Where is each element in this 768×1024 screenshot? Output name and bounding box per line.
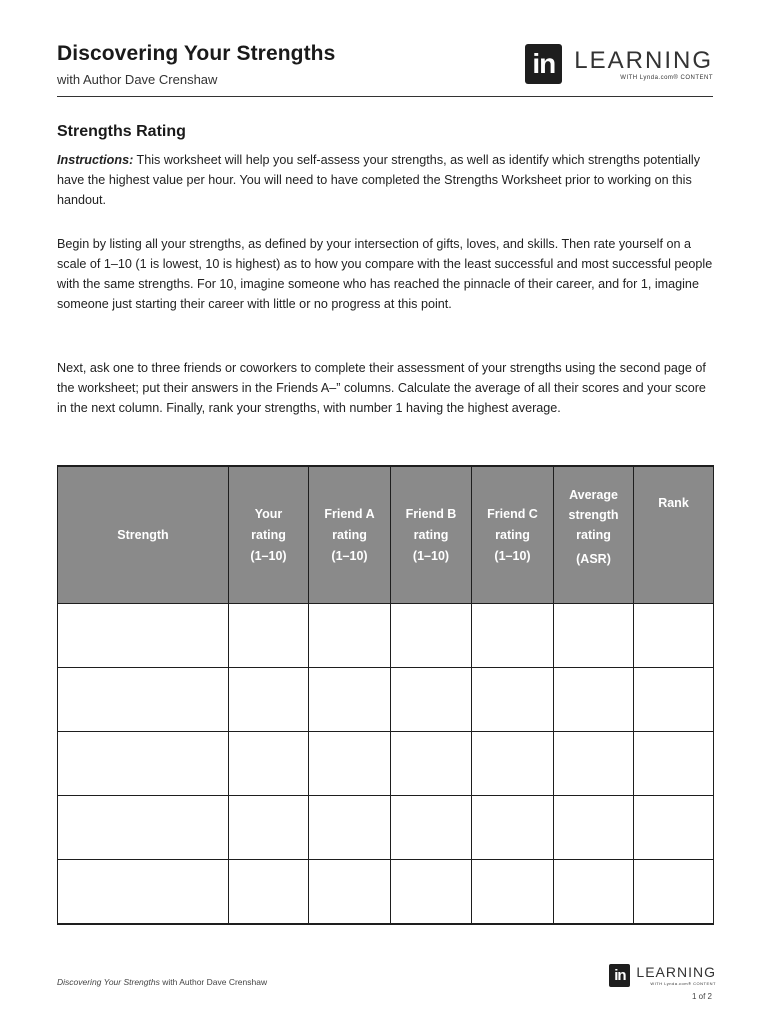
linkedin-in-icon: in [525, 44, 562, 84]
strength-cell[interactable] [58, 796, 229, 860]
rank-cell[interactable] [634, 796, 714, 860]
rank-cell[interactable] [634, 668, 714, 732]
friend-a-cell[interactable] [309, 796, 391, 860]
rating-instructions-paragraph: Begin by listing all your strengths, as defined by your intersection of gifts, loves, and skills. Then rate yourself on a scale of 1–10 (1 is lowest, 10 is highest) as to how you compare with the least successful and most successful people with the same strengths. For 10, imagine someone who has reached the pinnacle of their career, and for 1, imagine someone just starting their career with little or no progress at this point. [57, 237, 713, 311]
your-rating-cell[interactable] [229, 860, 309, 925]
table-row [58, 604, 714, 668]
header-your-rating: Your rating (1–10) [229, 466, 309, 604]
linkedin-in-icon: in [609, 964, 630, 987]
table-row [58, 860, 714, 925]
friend-a-cell[interactable] [309, 732, 391, 796]
header-friend-b-rating: Friend B rating (1–10) [391, 466, 472, 604]
friend-c-cell[interactable] [472, 796, 554, 860]
rank-cell[interactable] [634, 860, 714, 925]
asr-cell[interactable] [554, 668, 634, 732]
instructions-label: Instructions: [57, 153, 134, 167]
table-row [58, 796, 714, 860]
strength-cell[interactable] [58, 668, 229, 732]
header-average-strength-rating: Average strength rating (ASR) [554, 466, 634, 604]
header-rank: Rank [634, 466, 714, 604]
friend-b-cell[interactable] [391, 796, 472, 860]
header-friend-c-rating: Friend C rating (1–10) [472, 466, 554, 604]
footer-logo-word: LEARNING [636, 964, 716, 980]
footer-title [57, 977, 267, 987]
asr-cell[interactable] [554, 860, 634, 925]
friend-a-cell[interactable] [309, 668, 391, 732]
your-rating-cell[interactable] [229, 796, 309, 860]
friend-c-cell[interactable] [472, 732, 554, 796]
table-header-row [58, 466, 714, 604]
header-friend-a-rating: Friend A rating (1–10) [309, 466, 391, 604]
footer-logo-text [636, 965, 716, 986]
strength-cell[interactable] [58, 604, 229, 668]
table-row [58, 668, 714, 732]
rank-cell[interactable] [634, 604, 714, 668]
page-number: 1 of 2 [691, 992, 712, 1001]
friend-b-cell[interactable] [391, 732, 472, 796]
table-row [58, 732, 714, 796]
asr-cell[interactable] [554, 732, 634, 796]
friend-b-cell[interactable] [391, 860, 472, 925]
logo-word: LEARNING [574, 46, 713, 74]
your-rating-cell[interactable] [229, 604, 309, 668]
friends-instructions-paragraph: Next, ask one to three friends or coworkers to complete their assessment of your strengths using the second page of the worksheet; put their answers in the Friends A–” columns. Calculate the average of all their scores and your score in the next column. Finally, rank your strengths, with number 1 having the highest average. [57, 361, 706, 415]
friend-b-cell[interactable] [391, 604, 472, 668]
document-header [57, 40, 713, 97]
friend-c-cell[interactable] [472, 860, 554, 925]
rank-cell[interactable] [634, 732, 714, 796]
instructions-paragraph [57, 150, 717, 210]
document-subtitle: with Author Dave Crenshaw [57, 72, 218, 87]
logo-tagline: WITH Lynda.com® CONTENT [620, 74, 713, 81]
strength-cell[interactable] [58, 860, 229, 925]
instructions-text: This worksheet will help you self-assess your strengths, as well as identify which strengths potentially have the highest value per hour. You will need to have completed the Strengths Worksheet prior to working on this handout. [57, 153, 701, 207]
friend-b-cell[interactable] [391, 668, 472, 732]
strengths-rating-table [57, 465, 713, 925]
friend-c-cell[interactable] [472, 604, 554, 668]
friend-a-cell[interactable] [309, 604, 391, 668]
footer-title-italic: Discovering Your Strengths [57, 977, 160, 987]
footer-linkedin-learning-logo [609, 964, 716, 987]
your-rating-cell[interactable] [229, 668, 309, 732]
friend-c-cell[interactable] [472, 668, 554, 732]
document-title: Discovering Your Strengths [57, 42, 336, 65]
header-strength: Strength [58, 466, 229, 604]
asr-cell[interactable] [554, 796, 634, 860]
friend-a-cell[interactable] [309, 860, 391, 925]
strength-cell[interactable] [58, 732, 229, 796]
asr-cell[interactable] [554, 604, 634, 668]
section-title: Strengths Rating [57, 123, 186, 140]
logo-text [574, 48, 713, 81]
your-rating-cell[interactable] [229, 732, 309, 796]
footer-title-rest: with Author Dave Crenshaw [159, 977, 268, 987]
footer-logo-tagline: WITH Lynda.com® CONTENT [650, 981, 716, 986]
linkedin-learning-logo [525, 43, 713, 85]
